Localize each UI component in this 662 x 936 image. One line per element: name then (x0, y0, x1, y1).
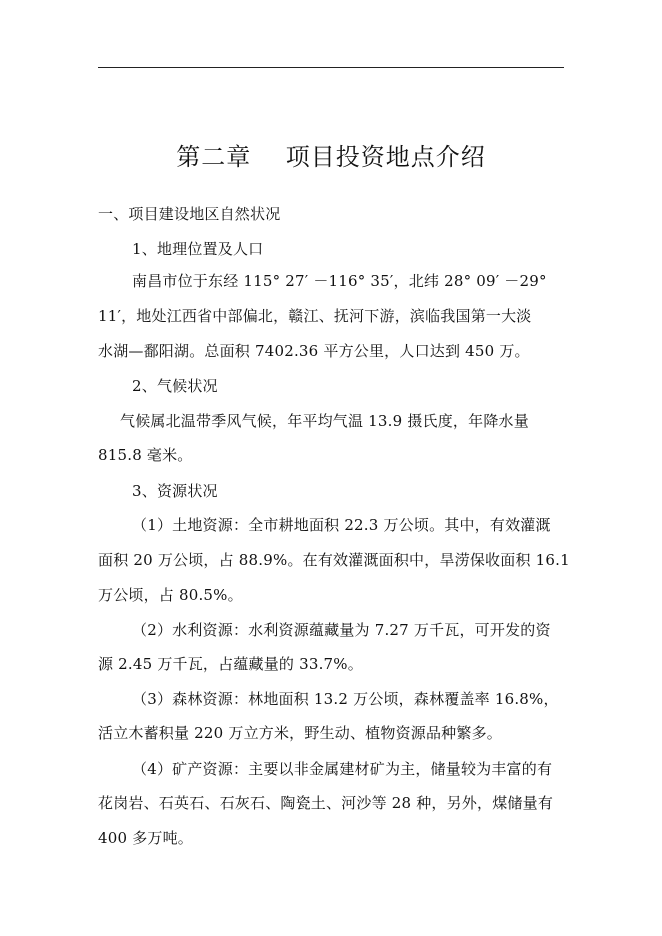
paragraph-line: （2）水利资源：水利资源蕴藏量为 7.27 万千瓦，可开发的资 (132, 621, 551, 639)
paragraph-line: （1）土地资源：全市耕地面积 22.3 万公顷。其中，有效灌溉 (132, 516, 551, 534)
paragraph-line: 活立木蓄积量 220 万立方米，野生动、植物资源品种繁多。 (98, 724, 502, 742)
paragraph-line: 气候属北温带季风气候，年平均气温 13.9 摄氏度，年降水量 (120, 412, 529, 430)
paragraph-line: 水湖—鄱阳湖。总面积 7402.36 平方公里，人口达到 450 万。 (98, 342, 530, 360)
subheading-resources: 3、资源状况 (132, 482, 218, 500)
section-heading-natural-conditions: 一、项目建设地区自然状况 (98, 205, 281, 223)
paragraph-line: 万公顷，占 80.5%。 (98, 586, 243, 604)
paragraph-line: 花岗岩、石英石、石灰石、陶瓷土、河沙等 28 种，另外，煤储量有 (98, 794, 554, 812)
paragraph-line: 11′，地处江西省中部偏北，赣江、抚河下游，滨临我国第一大淡 (98, 307, 532, 325)
header-rule (98, 67, 564, 68)
subheading-geography: 1、地理位置及人口 (132, 240, 264, 258)
paragraph-line: 源 2.45 万千瓦，占蕴藏量的 33.7%。 (98, 655, 363, 673)
subheading-climate: 2、气候状况 (132, 377, 218, 395)
paragraph-line: （4）矿产资源：主要以非金属建材矿为主，储量较为丰富的有 (132, 760, 553, 778)
paragraph-line: 400 多万吨。 (98, 829, 193, 847)
paragraph-line: 南昌市位于东经 115° 27′ －116° 35′，北纬 28° 09′ －29° (132, 272, 547, 290)
paragraph-line: （3）森林资源：林地面积 13.2 万公顷，森林覆盖率 16.8%， (132, 690, 559, 708)
paragraph-line: 面积 20 万公顷，占 88.9%。在有效灌溉面积中，旱涝保收面积 16.1 (98, 551, 570, 569)
chapter-title: 第二章 项目投资地点介绍 (176, 143, 486, 171)
paragraph-line: 815.8 毫米。 (98, 446, 193, 464)
